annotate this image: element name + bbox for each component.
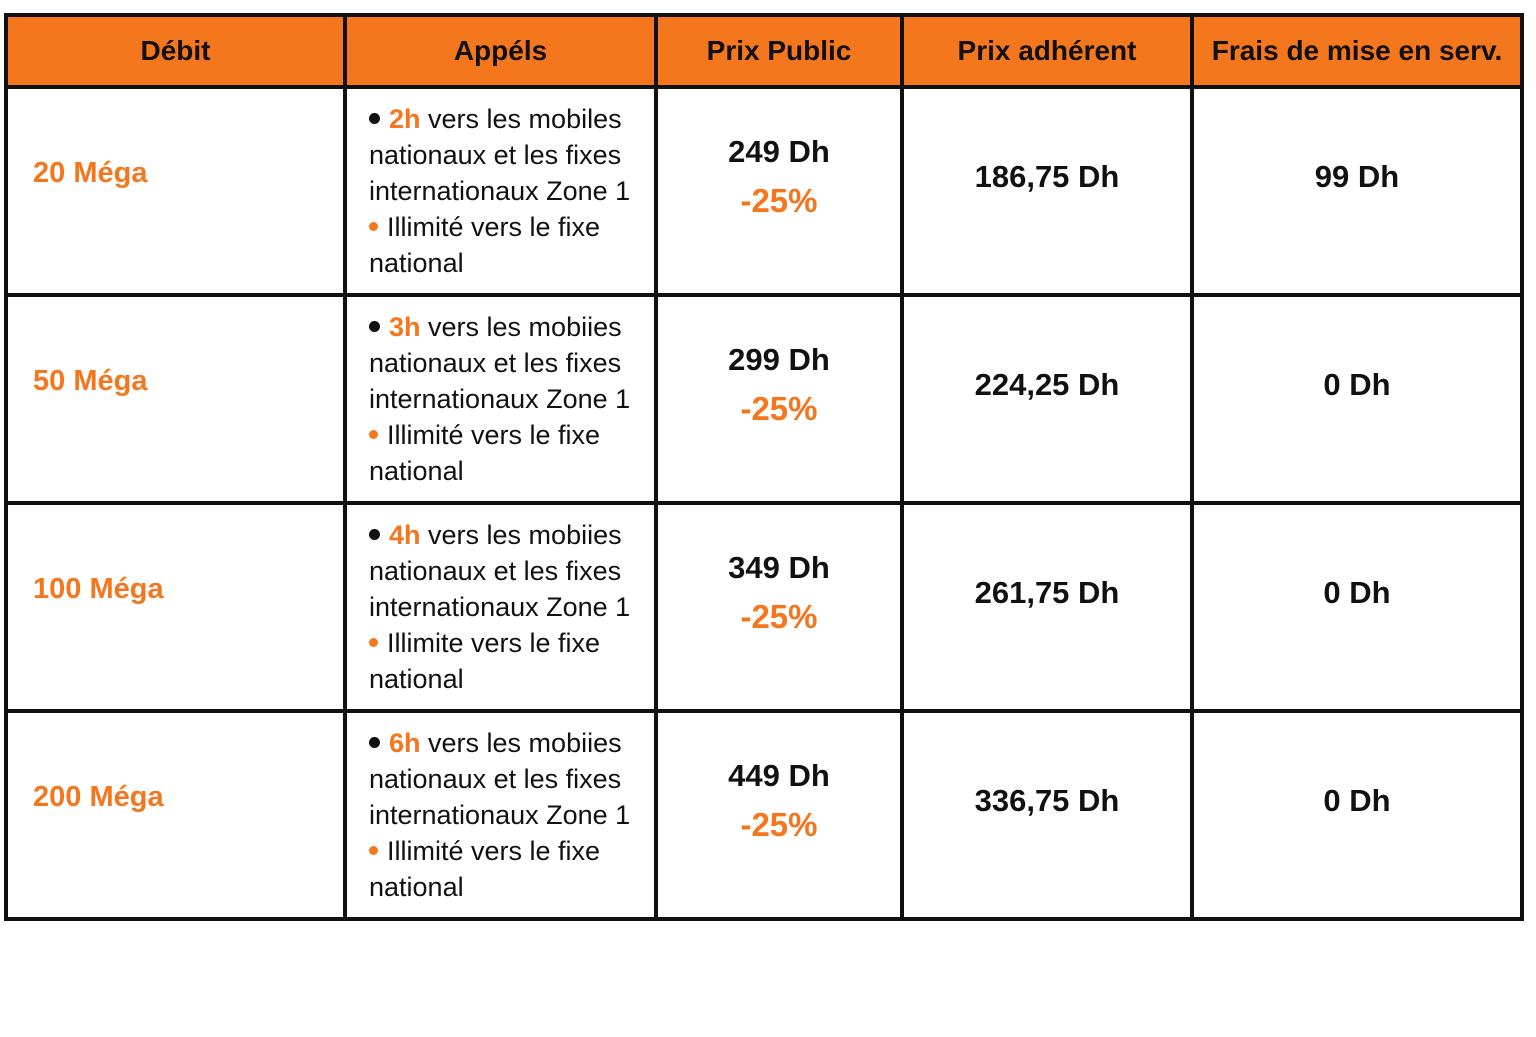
prix-adherent-value: 224,25 Dh bbox=[974, 367, 1120, 402]
prix-public-cell bbox=[656, 711, 902, 919]
appels-item: Illimité vers le fixe national bbox=[369, 836, 601, 902]
orange-bullet-icon bbox=[369, 638, 378, 647]
header-cell-frais: Frais de mise en serv. bbox=[1192, 15, 1522, 87]
debit-cell bbox=[6, 711, 345, 919]
duration-highlight: 6h bbox=[389, 728, 421, 758]
prix-public-cell bbox=[656, 295, 902, 503]
prix-adherent-value: 186,75 Dh bbox=[974, 159, 1120, 194]
appels-cell bbox=[345, 711, 656, 919]
prix-public-cell bbox=[656, 87, 902, 295]
debit-cell bbox=[6, 87, 345, 295]
prix-adherent-cell bbox=[902, 87, 1192, 295]
frais-value: 0 Dh bbox=[1323, 575, 1391, 610]
discount-value: -25% bbox=[740, 390, 818, 427]
appels-item: Illimité vers le fixe national bbox=[369, 212, 601, 278]
appels-item: 6h vers les mobiies nationaux et les fixes internationaux Zone 1 bbox=[369, 728, 631, 830]
frais-value: 0 Dh bbox=[1323, 783, 1391, 818]
prix-public-value: 449 Dh bbox=[728, 758, 830, 793]
duration-highlight: 4h bbox=[389, 520, 421, 550]
prix-adherent-cell bbox=[902, 711, 1192, 919]
appels-item: Illimite vers le fixe national bbox=[369, 628, 601, 694]
header-cell-prix-public: Prix Public bbox=[656, 15, 902, 87]
appels-item: 4h vers les mobiies nationaux et les fixes internationaux Zone 1 bbox=[369, 520, 631, 622]
appels-item: 2h vers les mobiles nationaux et les fixes internationaux Zone 1 bbox=[369, 104, 631, 206]
discount-value: -25% bbox=[740, 806, 818, 843]
table-row bbox=[6, 295, 1522, 503]
debit-label: 100 Méga bbox=[33, 573, 164, 605]
table-row bbox=[6, 87, 1522, 295]
prix-public-value: 299 Dh bbox=[728, 342, 830, 377]
prix-public-value: 349 Dh bbox=[728, 550, 830, 585]
debit-label: 200 Méga bbox=[33, 781, 164, 813]
prix-adherent-value: 261,75 Dh bbox=[974, 575, 1120, 610]
appels-item: 3h vers les mobiies nationaux et les fixes internationaux Zone 1 bbox=[369, 312, 631, 414]
frais-value: 99 Dh bbox=[1314, 159, 1400, 194]
prix-adherent-value: 336,75 Dh bbox=[974, 783, 1120, 818]
header-cell-prix-adherent: Prix adhérent bbox=[902, 15, 1192, 87]
header-row bbox=[6, 15, 1522, 87]
duration-highlight: 2h bbox=[389, 104, 421, 134]
header-cell-appels: Appéls bbox=[345, 15, 656, 87]
debit-label: 20 Méga bbox=[33, 157, 148, 189]
prix-public-value: 249 Dh bbox=[728, 134, 830, 169]
debit-label: 50 Méga bbox=[33, 365, 148, 397]
black-bullet-icon bbox=[369, 737, 380, 748]
frais-cell bbox=[1192, 295, 1522, 503]
appels-cell bbox=[345, 295, 656, 503]
prix-public-cell bbox=[656, 503, 902, 711]
frais-cell bbox=[1192, 503, 1522, 711]
orange-bullet-icon bbox=[369, 846, 378, 855]
black-bullet-icon bbox=[369, 321, 380, 332]
table-body bbox=[6, 87, 1522, 919]
frais-value: 0 Dh bbox=[1323, 367, 1391, 402]
table-header bbox=[6, 15, 1522, 87]
prix-adherent-cell bbox=[902, 503, 1192, 711]
discount-value: -25% bbox=[740, 182, 818, 219]
discount-value: -25% bbox=[740, 598, 818, 635]
prix-adherent-cell bbox=[902, 295, 1192, 503]
frais-cell bbox=[1192, 711, 1522, 919]
appels-cell bbox=[345, 87, 656, 295]
duration-highlight: 3h bbox=[389, 312, 421, 342]
debit-cell bbox=[6, 295, 345, 503]
black-bullet-icon bbox=[369, 529, 380, 540]
header-cell-debit: Débit bbox=[6, 15, 345, 87]
frais-cell bbox=[1192, 87, 1522, 295]
orange-bullet-icon bbox=[369, 222, 378, 231]
orange-bullet-icon bbox=[369, 430, 378, 439]
pricing-table bbox=[4, 13, 1524, 921]
appels-cell bbox=[345, 503, 656, 711]
debit-cell bbox=[6, 503, 345, 711]
black-bullet-icon bbox=[369, 113, 380, 124]
table-row bbox=[6, 711, 1522, 919]
table-row bbox=[6, 503, 1522, 711]
appels-item: Illimité vers le fixe national bbox=[369, 420, 601, 486]
